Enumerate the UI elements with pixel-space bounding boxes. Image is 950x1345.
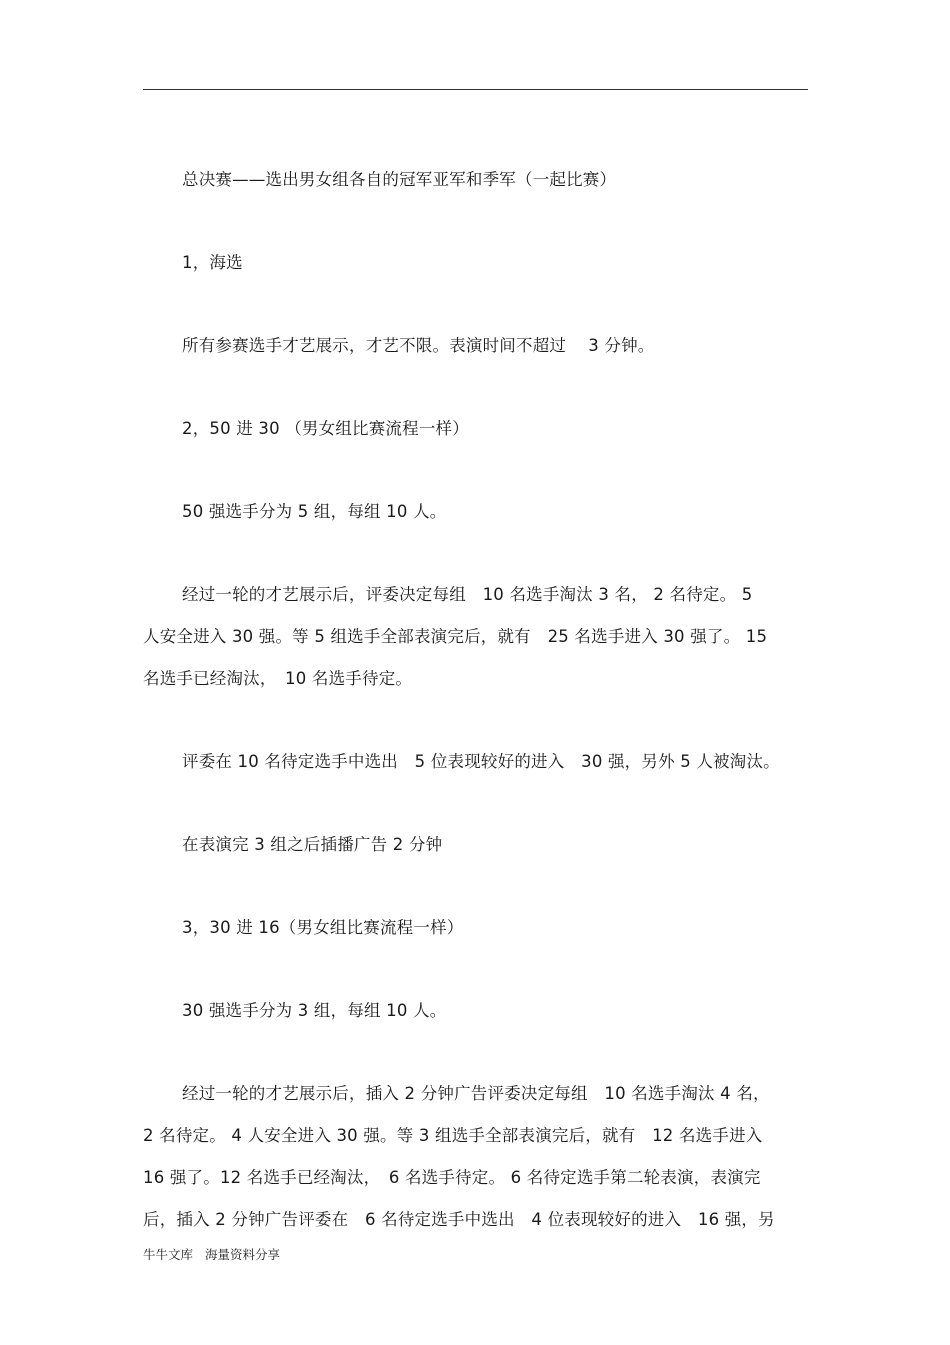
section-heading-50-to-30: 2，50 进 30 （男女组比赛流程一样） xyxy=(182,419,469,438)
footer-site-name: 牛牛文库 xyxy=(143,1247,194,1262)
heading-finals: 总决赛——选出男女组各自的冠军亚军和季军（一起比赛） xyxy=(182,170,617,189)
paragraph-ad-break: 在表演完 3 组之后插播广告 2 分钟 xyxy=(182,835,443,854)
paragraph-audition: 所有参赛选手才艺展示，才艺不限。表演时间不超过 3 分钟。 xyxy=(182,336,655,355)
header-divider xyxy=(143,89,808,90)
paragraph-50-process-line-1: 经过一轮的才艺展示后，评委决定每组 10 名选手淘汰 3 名， 2 名待定。 5 xyxy=(182,585,753,604)
paragraph-30-groups: 30 强选手分为 3 组，每组 10 人。 xyxy=(182,1001,447,1020)
section-heading-audition: 1，海选 xyxy=(182,253,243,272)
footer-slogan: 海量资料分享 xyxy=(205,1247,281,1262)
section-heading-30-to-16: 3，30 进 16（男女组比赛流程一样） xyxy=(182,918,464,937)
paragraph-50-process-line-2: 人安全进入 30 强。等 5 组选手全部表演完后，就有 25 名选手进入 30 强了。 15 xyxy=(143,627,768,646)
page-footer xyxy=(143,1246,280,1264)
paragraph-30-process-line-2: 2 名待定。 4 人安全进入 30 强。等 3 组选手全部表演完后，就有 12 名选手进入 xyxy=(143,1126,763,1145)
paragraph-50-process-line-3: 名选手已经淘汰， 10 名选手待定。 xyxy=(143,669,413,688)
paragraph-30-process-line-1: 经过一轮的才艺展示后，插入 2 分钟广告评委决定每组 10 名选手淘汰 4 名， xyxy=(182,1084,770,1103)
paragraph-30-process-line-3: 16 强了。12 名选手已经淘汰， 6 名选手待定。 6 名待定选手第二轮表演，表演完 xyxy=(143,1168,761,1187)
paragraph-judges-select: 评委在 10 名待定选手中选出 5 位表现较好的进入 30 强，另外 5 人被淘汰。 xyxy=(182,752,780,771)
paragraph-50-groups: 50 强选手分为 5 组，每组 10 人。 xyxy=(182,502,447,521)
paragraph-30-process-line-4: 后，插入 2 分钟广告评委在 6 名待定选手中选出 4 位表现较好的进入 16 强，另 xyxy=(143,1210,775,1229)
